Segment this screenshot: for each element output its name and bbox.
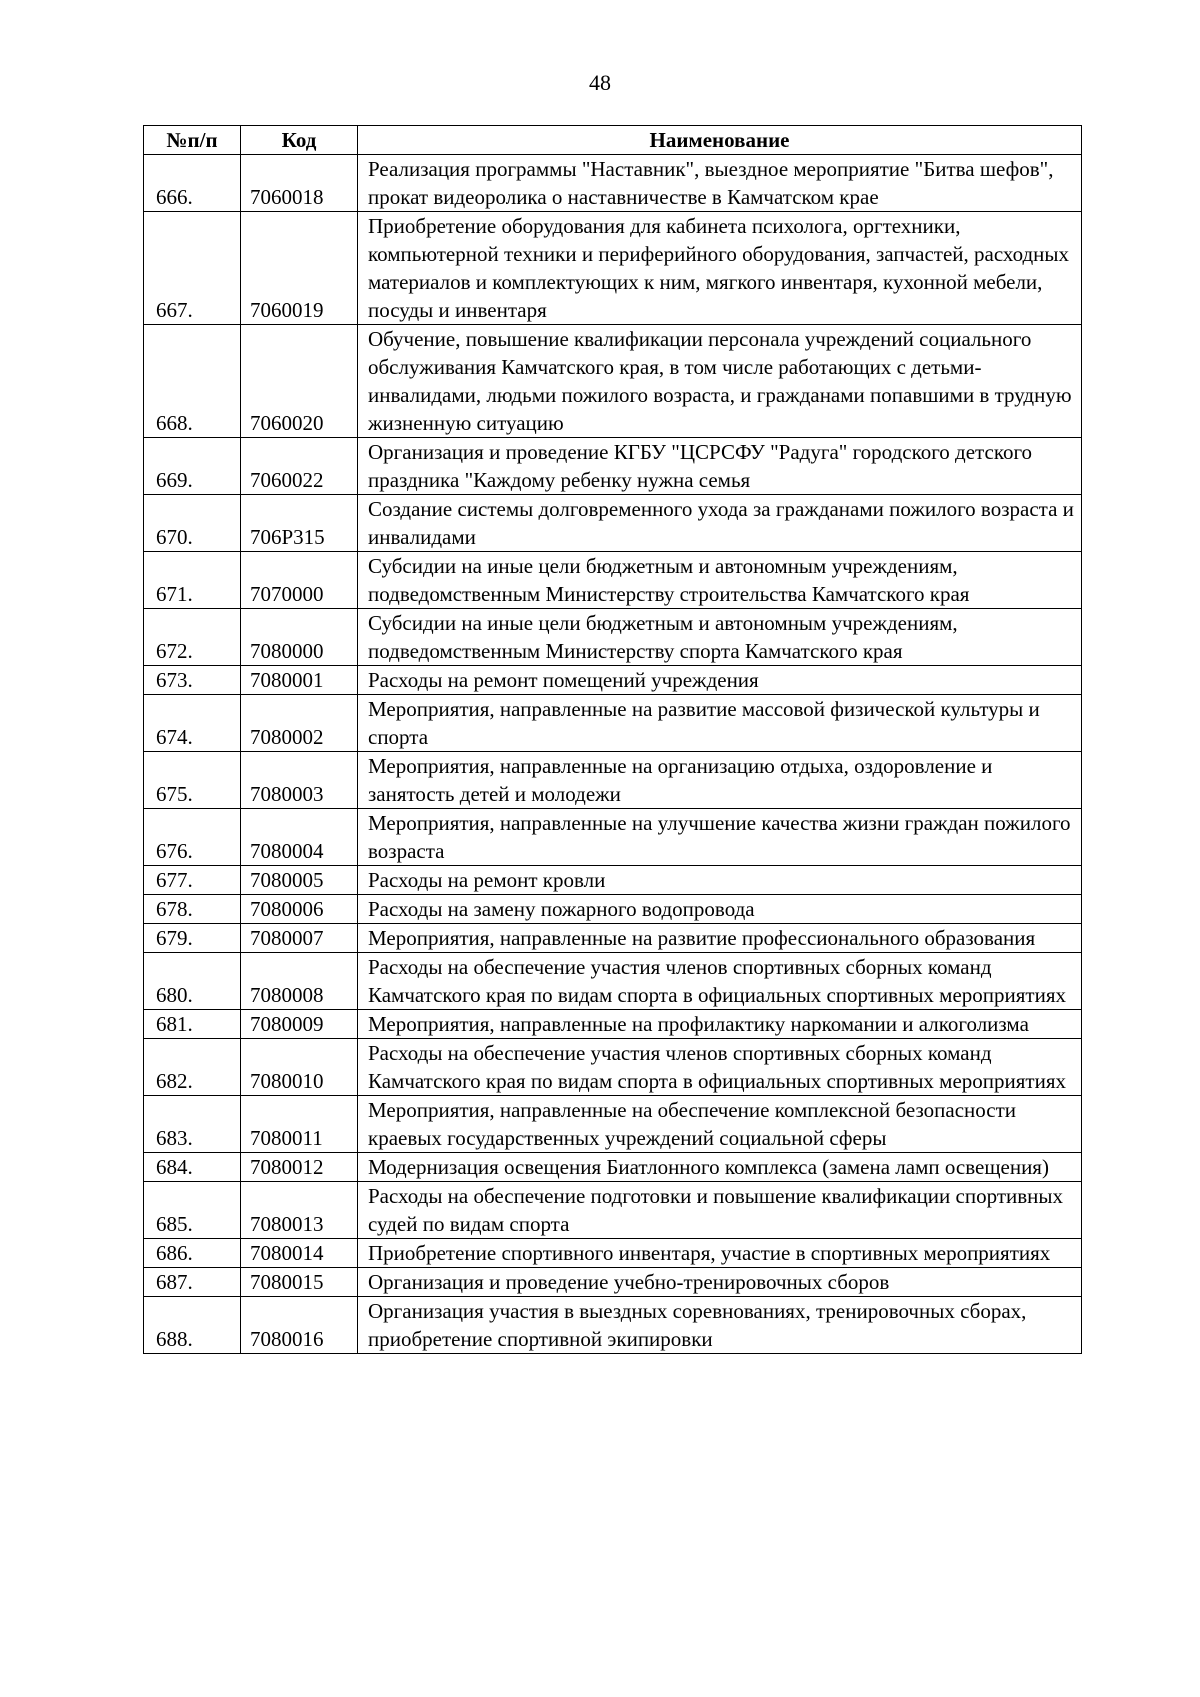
- header-name: Наименование: [358, 126, 1082, 155]
- row-code: 7080014: [241, 1239, 358, 1268]
- row-name: Мероприятия, направленные на улучшение качества жизни граждан пожилого возраста: [358, 809, 1082, 866]
- table-row: [144, 953, 1082, 1010]
- budget-codes-table: [143, 125, 1082, 1354]
- table-row: [144, 895, 1082, 924]
- row-number: 685.: [144, 1182, 241, 1239]
- row-name: Расходы на замену пожарного водопровода: [358, 895, 1082, 924]
- table-row: [144, 666, 1082, 695]
- row-number: 681.: [144, 1010, 241, 1039]
- table-row: [144, 1010, 1082, 1039]
- row-name: Субсидии на иные цели бюджетным и автономным учреждениям, подведомственным Министерству спорта Камчатского края: [358, 609, 1082, 666]
- row-code: 7080000: [241, 609, 358, 666]
- row-number: 671.: [144, 552, 241, 609]
- table-row: [144, 495, 1082, 552]
- table-row: [144, 1239, 1082, 1268]
- row-code: 7080010: [241, 1039, 358, 1096]
- row-code: 7080011: [241, 1096, 358, 1153]
- row-name: Мероприятия, направленные на профилактику наркомании и алкоголизма: [358, 1010, 1082, 1039]
- table-row: [144, 1297, 1082, 1354]
- row-number: 684.: [144, 1153, 241, 1182]
- row-code: 7080009: [241, 1010, 358, 1039]
- row-name: Мероприятия, направленные на развитие массовой физической культуры и спорта: [358, 695, 1082, 752]
- row-number: 669.: [144, 438, 241, 495]
- row-name: Расходы на обеспечение участия членов спортивных сборных команд Камчатского края по видам спорта в официальных спортивных мероприятиях: [358, 1039, 1082, 1096]
- row-number: 683.: [144, 1096, 241, 1153]
- row-number: 672.: [144, 609, 241, 666]
- row-number: 678.: [144, 895, 241, 924]
- row-code: 7080012: [241, 1153, 358, 1182]
- row-name: Приобретение оборудования для кабинета психолога, оргтехники, компьютерной техники и периферийного оборудования, запчастей, расходных материалов и комплектующих к ним, мягкого инвентаря, кухонной мебели, посуды и инвентаря: [358, 212, 1082, 325]
- header-code: Код: [241, 126, 358, 155]
- table-row: [144, 1268, 1082, 1297]
- page-number: 48: [589, 70, 611, 95]
- row-code: 7080007: [241, 924, 358, 953]
- row-code: 7070000: [241, 552, 358, 609]
- row-code: 7080002: [241, 695, 358, 752]
- row-code: 7080015: [241, 1268, 358, 1297]
- row-number: 687.: [144, 1268, 241, 1297]
- row-name: Создание системы долговременного ухода за гражданами пожилого возраста и инвалидами: [358, 495, 1082, 552]
- row-code: 7080003: [241, 752, 358, 809]
- row-number: 676.: [144, 809, 241, 866]
- row-code: 7060022: [241, 438, 358, 495]
- row-code: 7080001: [241, 666, 358, 695]
- table-row: [144, 1096, 1082, 1153]
- table-row: [144, 1039, 1082, 1096]
- table-row: [144, 809, 1082, 866]
- row-code: 7080006: [241, 895, 358, 924]
- row-name: Расходы на обеспечение участия членов спортивных сборных команд Камчатского края по видам спорта в официальных спортивных мероприятиях: [358, 953, 1082, 1010]
- row-name: Субсидии на иные цели бюджетным и автономным учреждениям, подведомственным Министерству строительства Камчатского края: [358, 552, 1082, 609]
- row-name: Мероприятия, направленные на организацию отдыха, оздоровление и занятость детей и молодежи: [358, 752, 1082, 809]
- row-name: Организация и проведение КГБУ "ЦСРСФУ "Радуга" городского детского праздника "Каждому ребенку нужна семья: [358, 438, 1082, 495]
- row-code: 7080013: [241, 1182, 358, 1239]
- row-number: 675.: [144, 752, 241, 809]
- row-name: Приобретение спортивного инвентаря, участие в спортивных мероприятиях: [358, 1239, 1082, 1268]
- row-name: Обучение, повышение квалификации персонала учреждений социального обслуживания Камчатского края, в том числе работающих с детьми-инвалидами, людьми пожилого возраста, и гражданами попавшими в трудную жизненную ситуацию: [358, 325, 1082, 438]
- table-row: [144, 1153, 1082, 1182]
- row-code: 7060019: [241, 212, 358, 325]
- row-name: Мероприятия, направленные на развитие профессионального образования: [358, 924, 1082, 953]
- row-code: 7080005: [241, 866, 358, 895]
- table-row: [144, 609, 1082, 666]
- row-number: 686.: [144, 1239, 241, 1268]
- row-name: Организация и проведение учебно-тренировочных сборов: [358, 1268, 1082, 1297]
- header-row: [144, 126, 1082, 155]
- row-number: 668.: [144, 325, 241, 438]
- row-name: Мероприятия, направленные на обеспечение комплексной безопасности краевых государственных учреждений социальной сферы: [358, 1096, 1082, 1153]
- row-number: 682.: [144, 1039, 241, 1096]
- table-row: [144, 552, 1082, 609]
- row-name: Расходы на ремонт кровли: [358, 866, 1082, 895]
- table-row: [144, 924, 1082, 953]
- row-name: Организация участия в выездных соревнованиях, тренировочных сборах, приобретение спортивной экипировки: [358, 1297, 1082, 1354]
- row-code: 7060018: [241, 155, 358, 212]
- row-name: Расходы на ремонт помещений учреждения: [358, 666, 1082, 695]
- row-number: 688.: [144, 1297, 241, 1354]
- table-row: [144, 695, 1082, 752]
- row-number: 679.: [144, 924, 241, 953]
- table-body: [144, 155, 1082, 1354]
- table-row: [144, 752, 1082, 809]
- row-number: 673.: [144, 666, 241, 695]
- row-name: Расходы на обеспечение подготовки и повышение квалификации спортивных судей по видам спорта: [358, 1182, 1082, 1239]
- row-code: 7060020: [241, 325, 358, 438]
- table-row: [144, 325, 1082, 438]
- row-code: 7080004: [241, 809, 358, 866]
- table-row: [144, 438, 1082, 495]
- row-number: 680.: [144, 953, 241, 1010]
- table-header: [144, 126, 1082, 155]
- row-number: 670.: [144, 495, 241, 552]
- row-number: 667.: [144, 212, 241, 325]
- row-code: 7080008: [241, 953, 358, 1010]
- table-row: [144, 212, 1082, 325]
- row-number: 666.: [144, 155, 241, 212]
- header-number: №п/п: [144, 126, 241, 155]
- row-code: 7080016: [241, 1297, 358, 1354]
- table-row: [144, 155, 1082, 212]
- table-row: [144, 1182, 1082, 1239]
- row-name: Реализация программы "Наставник", выездное мероприятие "Битва шефов", прокат видеоролика о наставничестве в Камчатском крае: [358, 155, 1082, 212]
- row-name: Модернизация освещения Биатлонного комплекса (замена ламп освещения): [358, 1153, 1082, 1182]
- row-number: 677.: [144, 866, 241, 895]
- row-number: 674.: [144, 695, 241, 752]
- table-row: [144, 866, 1082, 895]
- row-code: 706P315: [241, 495, 358, 552]
